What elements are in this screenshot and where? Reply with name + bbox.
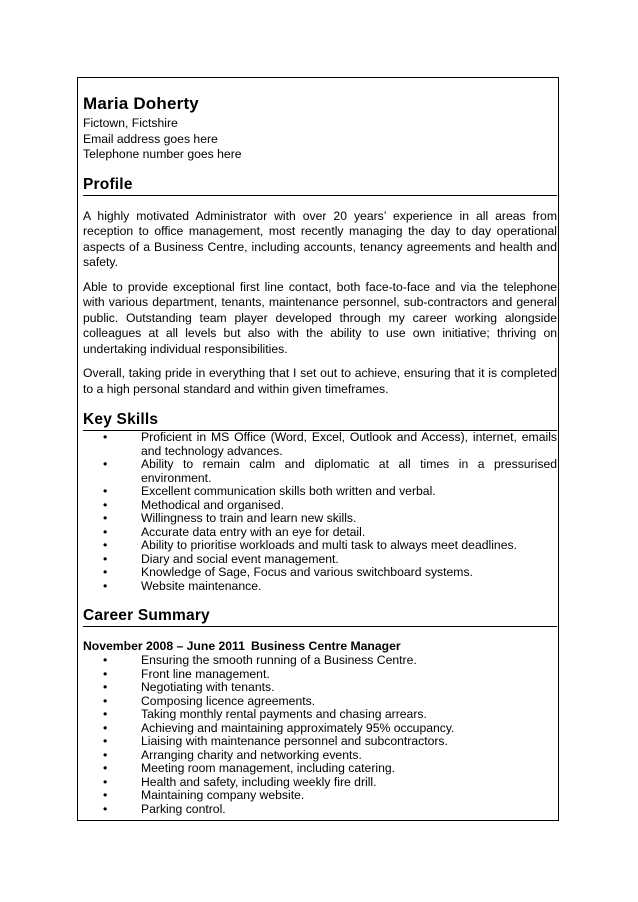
bullet-icon: • (103, 430, 108, 444)
list-item: • Ability to prioritise workloads and multi task to always meet deadlines. (103, 538, 517, 552)
bullet-icon: • (103, 551, 108, 566)
list-item: • Front line management. (103, 666, 270, 681)
bullet-icon: • (103, 720, 108, 735)
list-item: • Arranging charity and networking events. (103, 747, 362, 762)
profile-paragraph: Able to provide exceptional first line contact, both face-to-face and via the telephone with various department, tenants, maintenance personnel, sub-contractors and general public. Outstanding team player developed through my career working alongside colleagues at all levels but also with the ability to use own initiative; thriving on undertaking individual responsibilities. (83, 279, 557, 356)
bullet-icon: • (103, 578, 108, 593)
email-line: Email address goes here (83, 131, 218, 146)
list-item: • Willingness to train and learn new skills. (103, 511, 357, 525)
list-item: • Knowledge of Sage, Focus and various switchboard systems. (103, 565, 473, 579)
profile-heading: Profile (83, 176, 557, 196)
bullet-icon: • (103, 511, 108, 525)
bullet-icon: • (103, 666, 108, 681)
bullet-icon: • (103, 524, 108, 539)
bullet-icon: • (103, 497, 108, 512)
list-item: • Website maintenance. (103, 578, 262, 593)
bullet-icon: • (103, 734, 108, 748)
list-item: • Ability to remain calm and diplomatic at all times in a pressurised environment. (103, 457, 557, 485)
profile-paragraph: Overall, taking pride in everything that I set out to achieve, ensuring that it is completed to a high personal standard and within given timeframes. (83, 366, 557, 396)
bullet-icon: • (103, 565, 108, 579)
list-item: • Proficient in MS Office (Word, Excel, Outlook and Access), internet, emails and technology advances. (103, 430, 557, 458)
bullet-icon: • (103, 680, 108, 694)
list-item: • Achieving and maintaining approximately 95% occupancy. (103, 720, 455, 735)
key-skills-heading: Key Skills (83, 411, 557, 431)
bullet-icon: • (103, 707, 108, 721)
list-item: • Taking monthly rental payments and chasing arrears. (103, 707, 427, 721)
bullet-icon: • (103, 801, 108, 816)
bullet-icon: • (103, 761, 108, 775)
profile-paragraph: A highly motivated Administrator with over 20 years’ experience in all areas from reception to office management, most recently managing the day to day operational aspects of a Business Centre, including accounts, tenancy agreements and health and safety. (83, 208, 557, 269)
list-item: • Ensuring the smooth running of a Business Centre. (103, 653, 417, 667)
cv-document (83, 94, 557, 816)
bullet-icon: • (103, 484, 108, 498)
list-item: • Liaising with maintenance personnel and subcontractors. (103, 734, 448, 748)
list-item: • Composing licence agreements. (103, 693, 316, 708)
list-item: • Meeting room management, including catering. (103, 761, 396, 775)
bullet-icon: • (103, 538, 108, 552)
job-dates: November 2008 – June 2011 (83, 639, 245, 653)
phone-line: Telephone number goes here (83, 147, 242, 161)
list-item: • Excellent communication skills both written and verbal. (103, 484, 436, 498)
list-item: • Methodical and organised. (103, 497, 284, 512)
job-heading (83, 639, 557, 654)
list-item: • Maintaining company website. (103, 788, 305, 802)
bullet-icon: • (103, 774, 108, 789)
key-skills-list (83, 431, 557, 593)
location-line: Fictown, Fictshire (83, 116, 178, 130)
bullet-icon: • (103, 747, 108, 762)
list-item: • Negotiating with tenants. (103, 680, 275, 694)
list-item: • Accurate data entry with an eye for detail. (103, 524, 366, 539)
bullet-icon: • (103, 653, 108, 667)
list-item: • Health and safety, including weekly fire drill. (103, 774, 377, 789)
cv-header (83, 94, 557, 163)
candidate-name: Maria Doherty (83, 94, 199, 113)
bullet-icon: • (103, 693, 108, 708)
career-duties-list (83, 654, 557, 816)
career-summary-heading: Career Summary (83, 607, 557, 627)
bullet-icon: • (103, 788, 108, 802)
list-item: • Diary and social event management. (103, 551, 339, 566)
job-title: Business Centre Manager (250, 639, 401, 653)
bullet-icon: • (103, 457, 108, 471)
list-item: • Parking control. (103, 801, 226, 816)
